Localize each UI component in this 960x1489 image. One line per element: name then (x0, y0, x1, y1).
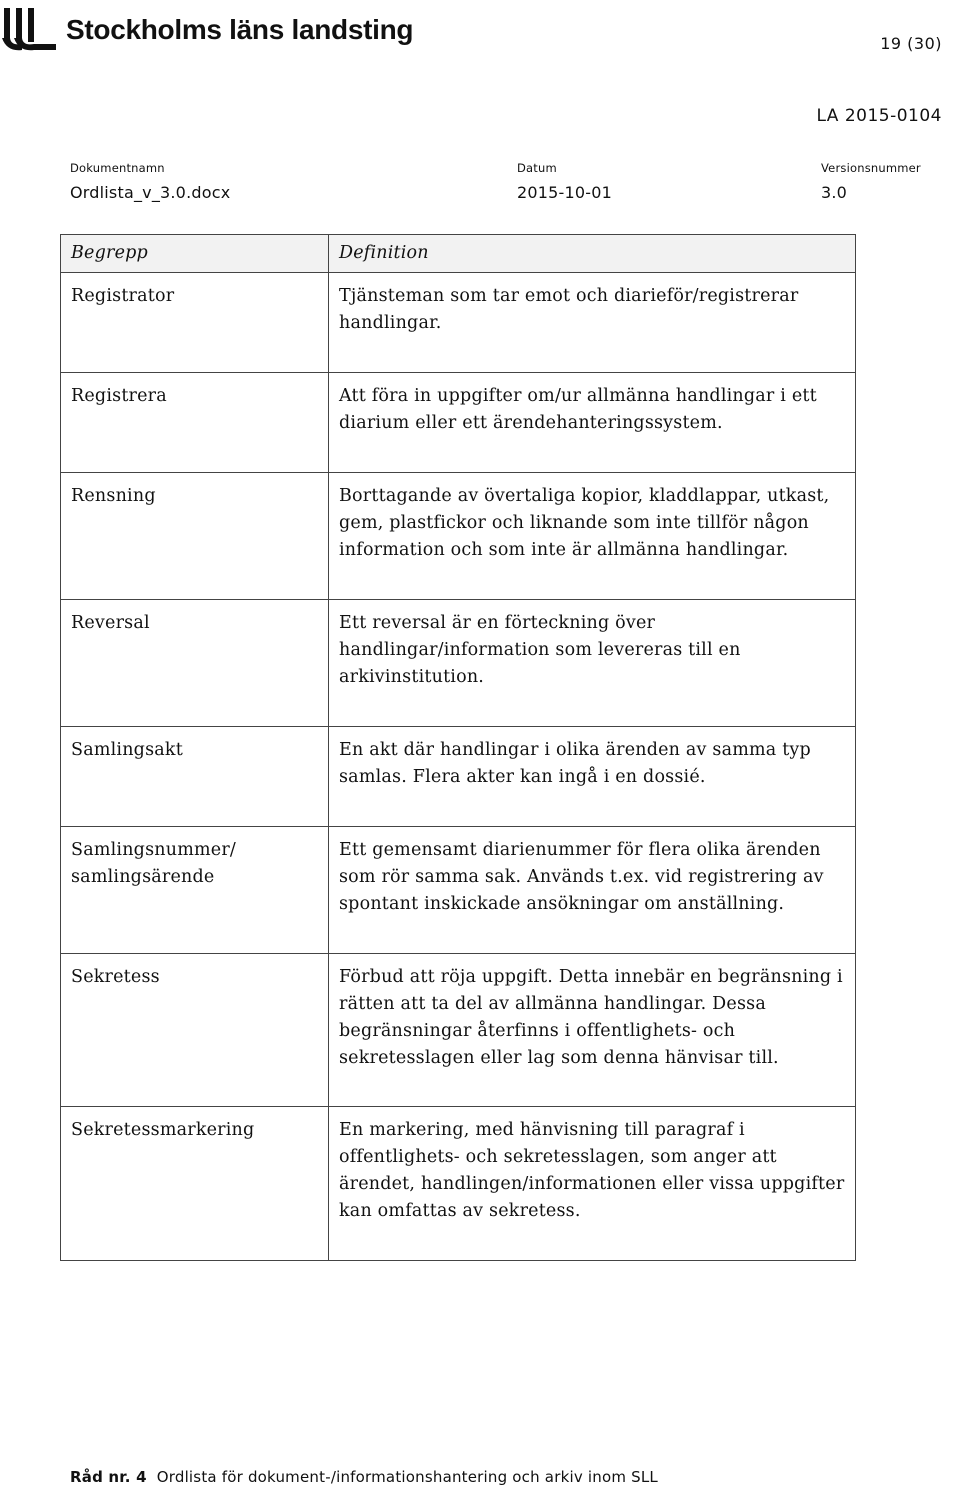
definition-cell: Tjänsteman som tar emot och diarieför/registrerar handlingar. (329, 273, 856, 373)
table-row (61, 1107, 856, 1261)
table-row (61, 373, 856, 473)
term-cell: Sekretessmarkering (61, 1107, 329, 1261)
glossary-table (60, 234, 856, 1261)
table-row (61, 273, 856, 373)
version-label: Versionsnummer (821, 161, 921, 175)
sll-logo-icon (0, 4, 60, 56)
organization-name: Stockholms läns landsting (66, 14, 414, 45)
definition-cell: Borttagande av övertaliga kopior, kladdlappar, utkast, gem, plastfickor och liknande som inte tillför någon information och som inte är allmänna handlingar. (329, 473, 856, 600)
document-name-value: Ordlista_v_3.0.docx (70, 183, 231, 202)
footer-label: Råd nr. 4 (70, 1468, 147, 1486)
date-label: Datum (517, 161, 557, 175)
definition-cell: Att föra in uppgifter om/ur allmänna handlingar i ett diarium eller ett ärendehanteringssystem. (329, 373, 856, 473)
definition-cell: En markering, med hänvisning till paragraf i offentlighets- och sekretesslagen, som anger att ärendet, handlingen/informationen eller vissa uppgifter kan omfattas av sekretess. (329, 1107, 856, 1261)
table-row (61, 600, 856, 727)
term-cell: Registrator (61, 273, 329, 373)
table-row (61, 827, 856, 954)
page-number: 19 (30) (880, 34, 942, 53)
organization-logo (0, 2, 413, 58)
table-row (61, 954, 856, 1107)
term-cell: Sekretess (61, 954, 329, 1107)
column-header-definition: Definition (329, 235, 856, 273)
term-cell: Registrera (61, 373, 329, 473)
term-cell: Reversal (61, 600, 329, 727)
term-cell: Samlingsnummer/ samlingsärende (61, 827, 329, 954)
document-name-label: Dokumentnamn (70, 161, 165, 175)
footer-title: Ordlista för dokument-/informationshantering och arkiv inom SLL (156, 1468, 658, 1486)
page-footer (70, 1468, 658, 1486)
date-value: 2015-10-01 (517, 183, 612, 202)
term-cell: Rensning (61, 473, 329, 600)
definition-cell: Ett gemensamt diarienummer för flera olika ärenden som rör samma sak. Används t.ex. vid registrering av spontant inskickade ansökningar om anställning. (329, 827, 856, 954)
term-cell: Samlingsakt (61, 727, 329, 827)
document-id: LA 2015-0104 (816, 106, 942, 126)
version-value: 3.0 (821, 183, 848, 202)
table-row (61, 727, 856, 827)
column-header-term: Begrepp (61, 235, 329, 273)
table-header-row (61, 235, 856, 273)
table-row (61, 473, 856, 600)
definition-cell: En akt där handlingar i olika ärenden av samma typ samlas. Flera akter kan ingå i en dossié. (329, 727, 856, 827)
definition-cell: Förbud att röja uppgift. Detta innebär en begränsning i rätten att ta del av allmänna handlingar. Dessa begränsningar återfinns i offentlighets- och sekretesslagen eller lag som denna hänvisar till. (329, 954, 856, 1107)
definition-cell: Ett reversal är en förteckning över handlingar/information som levereras till en arkivinstitution. (329, 600, 856, 727)
